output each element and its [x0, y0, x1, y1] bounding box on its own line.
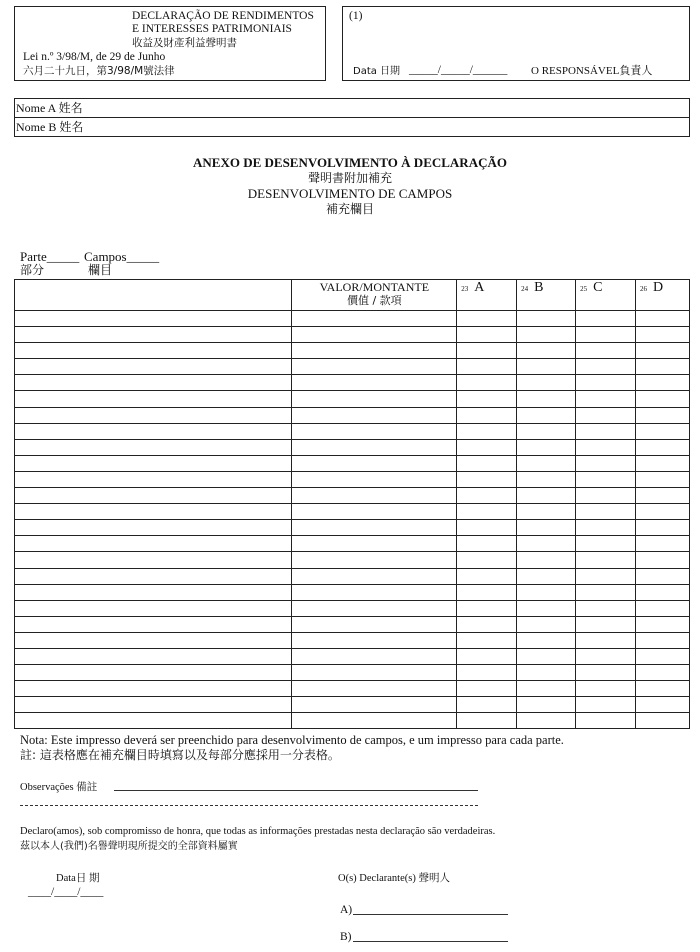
table-cell[interactable] [457, 488, 517, 504]
declarante-a-signature-line[interactable] [353, 914, 508, 915]
table-cell[interactable] [292, 471, 457, 487]
table-cell[interactable] [457, 648, 517, 664]
table-cell[interactable] [457, 455, 517, 471]
page-title: ANEXO DE DESENVOLVIMENTO À DECLARAÇÃO [193, 155, 507, 170]
table-cell[interactable] [636, 536, 690, 552]
parte-field[interactable]: Parte_____ [20, 249, 80, 264]
table-row [15, 455, 690, 471]
law-reference: Lei n.º 3/98/M, de 29 de Junho [23, 51, 166, 63]
table-row [15, 648, 690, 664]
table-cell[interactable] [292, 423, 457, 439]
table-cell[interactable] [576, 391, 636, 407]
table-cell[interactable] [576, 520, 636, 536]
table-cell[interactable] [576, 665, 636, 681]
table-cell[interactable] [15, 713, 292, 729]
page-subtitle: DESENVOLVIMENTO DE CAMPOS [247, 186, 453, 201]
declarante-b-label: B) [340, 931, 352, 943]
table-cell[interactable] [457, 632, 517, 648]
table-cell[interactable] [576, 616, 636, 632]
table-cell[interactable] [517, 311, 576, 327]
table-cell[interactable] [517, 407, 576, 423]
table-cell[interactable] [292, 520, 457, 536]
table-cell[interactable] [636, 327, 690, 343]
table-cell[interactable] [292, 439, 457, 455]
table-cell[interactable] [636, 391, 690, 407]
observacoes-line-1[interactable] [114, 790, 478, 791]
table-row [15, 697, 690, 713]
table-cell[interactable] [517, 439, 576, 455]
table-cell[interactable] [517, 423, 576, 439]
column-letter: B [534, 280, 544, 295]
table-row [15, 407, 690, 423]
table-row [15, 439, 690, 455]
table-cell[interactable] [292, 536, 457, 552]
table-cell[interactable] [517, 504, 576, 520]
table-cell[interactable] [457, 552, 517, 568]
table-cell[interactable] [457, 327, 517, 343]
table-cell[interactable] [457, 423, 517, 439]
table-cell[interactable] [517, 359, 576, 375]
responsible-box [342, 6, 690, 81]
table-cell[interactable] [457, 343, 517, 359]
table-cell[interactable] [292, 311, 457, 327]
table-row [15, 471, 690, 487]
table-cell[interactable] [292, 375, 457, 391]
observacoes-line-2[interactable] [20, 805, 478, 806]
table-cell[interactable] [15, 632, 292, 648]
declarantes-label: O(s) Declarante(s) 聲明人 [338, 873, 450, 884]
table-cell[interactable] [636, 713, 690, 729]
table-cell[interactable] [576, 632, 636, 648]
date-label: Data 日期 [353, 66, 401, 77]
table-cell[interactable] [576, 375, 636, 391]
table-cell[interactable] [292, 343, 457, 359]
table-row [15, 536, 690, 552]
table-cell[interactable] [636, 407, 690, 423]
table-cell[interactable] [457, 375, 517, 391]
table-cell[interactable] [576, 407, 636, 423]
column-c-header [576, 280, 636, 311]
table-row [15, 391, 690, 407]
table-cell[interactable] [636, 665, 690, 681]
table-cell[interactable] [457, 713, 517, 729]
table-cell[interactable] [636, 600, 690, 616]
table-cell[interactable] [15, 407, 292, 423]
table-cell[interactable] [457, 536, 517, 552]
declarante-a-label: A) [340, 904, 353, 916]
table-cell[interactable] [292, 600, 457, 616]
table-row [15, 488, 690, 504]
valor-label-zh: 價值 / 款項 [346, 294, 402, 307]
table-cell[interactable] [15, 327, 292, 343]
table-cell[interactable] [636, 471, 690, 487]
table-cell[interactable] [15, 616, 292, 632]
parte-zh: 部分 [20, 263, 45, 277]
table-cell[interactable] [576, 311, 636, 327]
table-cell[interactable] [636, 343, 690, 359]
table-cell[interactable] [517, 697, 576, 713]
table-row [15, 375, 690, 391]
table-cell[interactable] [517, 455, 576, 471]
table-cell[interactable] [517, 552, 576, 568]
table-cell[interactable] [636, 552, 690, 568]
table-cell[interactable] [517, 471, 576, 487]
table-cell[interactable] [636, 423, 690, 439]
table-cell[interactable] [292, 568, 457, 584]
table-cell[interactable] [292, 552, 457, 568]
responsible-label: O RESPONSÁVEL負責人 [531, 65, 653, 77]
column-letter: A [474, 280, 485, 295]
table-cell[interactable] [636, 520, 690, 536]
table-cell[interactable] [517, 391, 576, 407]
table-cell[interactable] [576, 488, 636, 504]
valor-header [292, 280, 457, 311]
nota-text: Nota: Este impresso deverá ser preenchido para desenvolvimento de campos, e um impresso para cada parte. [20, 733, 564, 747]
table-row [15, 713, 690, 729]
table-cell[interactable] [15, 697, 292, 713]
table-cell[interactable] [576, 439, 636, 455]
table-cell[interactable] [576, 343, 636, 359]
table-cell[interactable] [457, 359, 517, 375]
column-number: 26 [640, 285, 648, 293]
box-number: (1) [349, 10, 363, 22]
column-d-header [636, 280, 690, 311]
development-table [14, 279, 690, 729]
page-title-zh: 聲明書附加補充 [307, 171, 392, 185]
table-cell[interactable] [292, 632, 457, 648]
table-cell[interactable] [457, 471, 517, 487]
table-cell[interactable] [15, 568, 292, 584]
name-a-field[interactable] [14, 98, 690, 118]
table-cell[interactable] [576, 536, 636, 552]
signature-date-field[interactable]: ____/____/____ [28, 886, 104, 898]
table-cell[interactable] [292, 391, 457, 407]
table-row [15, 311, 690, 327]
table-cell[interactable] [517, 343, 576, 359]
table-cell[interactable] [292, 407, 457, 423]
table-cell[interactable] [15, 584, 292, 600]
table-cell[interactable] [576, 568, 636, 584]
table-cell[interactable] [517, 568, 576, 584]
column-number: 23 [461, 285, 469, 293]
table-cell[interactable] [576, 471, 636, 487]
table-cell[interactable] [517, 713, 576, 729]
table-cell[interactable] [292, 327, 457, 343]
table-cell[interactable] [636, 697, 690, 713]
table-cell[interactable] [517, 665, 576, 681]
table-cell[interactable] [517, 536, 576, 552]
table-row [15, 632, 690, 648]
table-cell[interactable] [292, 359, 457, 375]
table-cell[interactable] [457, 697, 517, 713]
date-field[interactable]: _____/_____/______ [409, 64, 508, 76]
declaration-text-zh: 茲以本人(我們)名譽聲明現所提交的全部資料屬實 [20, 841, 238, 852]
name-a-label: Nome A 姓名 [16, 101, 83, 115]
table-row [15, 327, 690, 343]
table-row [15, 359, 690, 375]
table-row [15, 343, 690, 359]
campos-field[interactable]: Campos_____ [84, 249, 160, 264]
table-cell[interactable] [15, 536, 292, 552]
table-cell[interactable] [292, 488, 457, 504]
column-a-header [457, 280, 517, 311]
table-cell[interactable] [292, 681, 457, 697]
table-cell[interactable] [517, 600, 576, 616]
table-cell[interactable] [576, 552, 636, 568]
table-cell[interactable] [576, 681, 636, 697]
table-cell[interactable] [457, 311, 517, 327]
table-cell[interactable] [292, 713, 457, 729]
table-cell[interactable] [517, 616, 576, 632]
table-cell[interactable] [15, 552, 292, 568]
table-cell[interactable] [517, 520, 576, 536]
form-title-line2: E INTERESSES PATRIMONIAIS [132, 23, 292, 35]
table-row [15, 681, 690, 697]
campos-zh: 欄目 [88, 263, 113, 277]
form-title-line1: DECLARAÇÃO DE RENDIMENTOS [132, 10, 314, 22]
table-header-row [15, 280, 690, 311]
table-cell[interactable] [457, 407, 517, 423]
signature-date-label: Data日 期 [56, 873, 100, 884]
table-row [15, 423, 690, 439]
table-row [15, 665, 690, 681]
table-cell[interactable] [15, 504, 292, 520]
table-cell[interactable] [457, 504, 517, 520]
table-row [15, 616, 690, 632]
column-letter: D [653, 280, 664, 295]
table-cell[interactable] [292, 616, 457, 632]
table-row [15, 568, 690, 584]
table-cell[interactable] [636, 488, 690, 504]
table-cell[interactable] [576, 504, 636, 520]
table-cell[interactable] [517, 488, 576, 504]
table-cell[interactable] [576, 359, 636, 375]
table-cell[interactable] [636, 648, 690, 664]
table-cell[interactable] [636, 584, 690, 600]
table-cell[interactable] [636, 359, 690, 375]
table-cell[interactable] [15, 359, 292, 375]
description-header [15, 280, 292, 311]
table-cell[interactable] [636, 311, 690, 327]
table-cell[interactable] [457, 584, 517, 600]
column-letter: C [593, 280, 603, 295]
table-row [15, 600, 690, 616]
declaration-text: Declaro(amos), sob compromisso de honra, que todas as informações prestadas nesta declaração são verdadeiras. [20, 826, 496, 837]
table-cell[interactable] [15, 423, 292, 439]
table-cell[interactable] [517, 681, 576, 697]
table-cell[interactable] [636, 632, 690, 648]
table-cell[interactable] [15, 665, 292, 681]
table-cell[interactable] [292, 455, 457, 471]
column-b-header [517, 280, 576, 311]
nota-text-zh: 註: 這表格應在補充欄目時填寫以及每部分應採用一分表格。 [20, 748, 340, 762]
table-cell[interactable] [636, 568, 690, 584]
table-cell[interactable] [576, 327, 636, 343]
table-cell[interactable] [576, 600, 636, 616]
name-b-label: Nome B 姓名 [16, 119, 84, 134]
table-cell[interactable] [457, 439, 517, 455]
table-cell[interactable] [576, 423, 636, 439]
table-cell[interactable] [457, 616, 517, 632]
observacoes-label: Observações 備註 [20, 782, 98, 793]
table-cell[interactable] [517, 375, 576, 391]
table-cell[interactable] [292, 648, 457, 664]
page-subtitle-zh: 補充欄目 [325, 202, 374, 216]
table-cell[interactable] [15, 439, 292, 455]
table-cell[interactable] [576, 697, 636, 713]
table-cell[interactable] [457, 600, 517, 616]
form-header-box [14, 6, 326, 81]
declarante-b-signature-line[interactable] [353, 941, 508, 942]
table-cell[interactable] [517, 327, 576, 343]
column-number: 25 [580, 285, 588, 293]
table-row [15, 520, 690, 536]
table-cell[interactable] [636, 375, 690, 391]
table-cell[interactable] [457, 568, 517, 584]
table-cell[interactable] [517, 584, 576, 600]
table-cell[interactable] [636, 504, 690, 520]
table-cell[interactable] [636, 455, 690, 471]
table-cell[interactable] [15, 681, 292, 697]
table-cell[interactable] [457, 665, 517, 681]
table-cell[interactable] [292, 584, 457, 600]
table-cell[interactable] [292, 504, 457, 520]
table-cell[interactable] [517, 632, 576, 648]
form-title-zh: 收益及財產利益聲明書 [132, 37, 237, 49]
table-cell[interactable] [15, 520, 292, 536]
table-row [15, 504, 690, 520]
table-cell[interactable] [457, 681, 517, 697]
table-cell[interactable] [636, 681, 690, 697]
column-number: 24 [521, 285, 529, 293]
table-row [15, 584, 690, 600]
table-cell[interactable] [576, 584, 636, 600]
table-cell[interactable] [15, 600, 292, 616]
table-cell[interactable] [15, 648, 292, 664]
table-cell[interactable] [292, 697, 457, 713]
table-cell[interactable] [15, 471, 292, 487]
table-cell[interactable] [636, 616, 690, 632]
table-cell[interactable] [636, 439, 690, 455]
table-cell[interactable] [576, 713, 636, 729]
table-cell[interactable] [292, 665, 457, 681]
table-cell[interactable] [457, 520, 517, 536]
table-cell[interactable] [15, 311, 292, 327]
valor-label: VALOR/MONTANTE [319, 280, 430, 294]
table-row [15, 552, 690, 568]
name-b-field[interactable] [14, 117, 690, 137]
table-cell[interactable] [15, 391, 292, 407]
table-cell[interactable] [457, 391, 517, 407]
table-cell[interactable] [15, 375, 292, 391]
table-cell[interactable] [15, 343, 292, 359]
law-reference-zh: 六月二十九日，第3/98/M號法律 [23, 65, 175, 77]
table-cell[interactable] [517, 648, 576, 664]
table-cell[interactable] [576, 648, 636, 664]
table-cell[interactable] [15, 455, 292, 471]
table-cell[interactable] [576, 455, 636, 471]
table-cell[interactable] [15, 488, 292, 504]
